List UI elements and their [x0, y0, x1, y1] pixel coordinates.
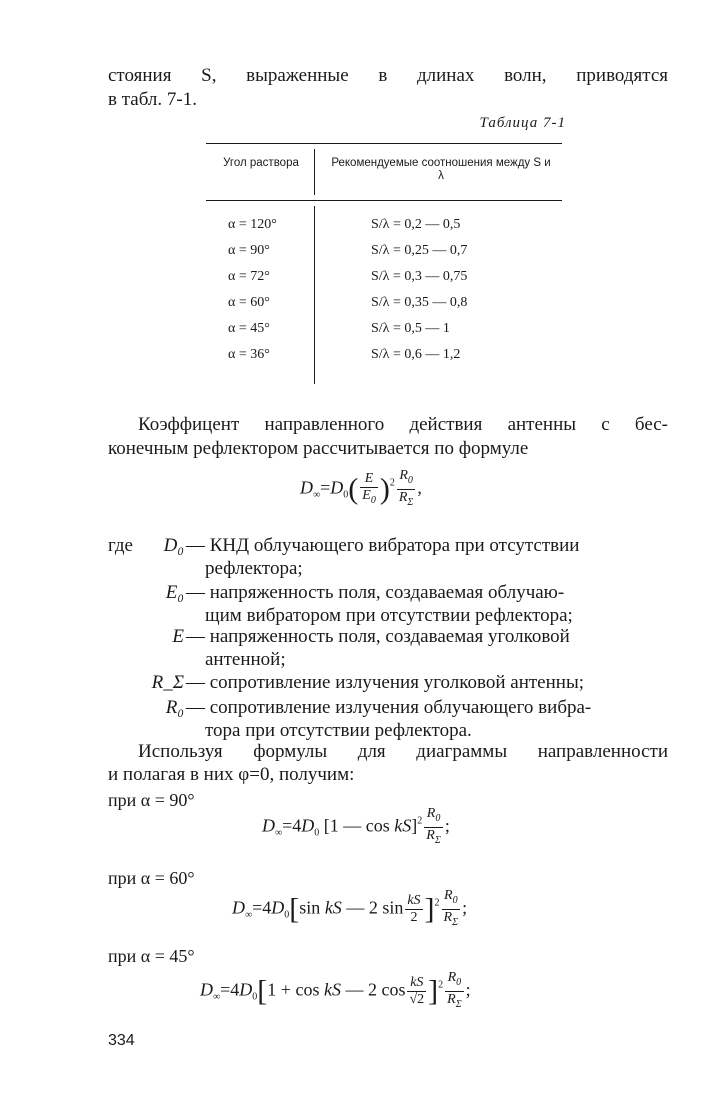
table-header-angle: Угол раствора [223, 157, 299, 169]
paragraph-1-line-2: конечным рефлектором рассчитывается по формуле [108, 438, 529, 459]
table-header-divider [314, 149, 315, 195]
table-cell-angle: α = 36° [228, 347, 270, 362]
definition-text: рефлектора; [205, 558, 303, 579]
definition-text: — напряженность поля, создаваемая уголковой [186, 626, 570, 647]
case-60-label: при α = 60° [108, 868, 195, 888]
paragraph-2-line-2: и полагая в них φ=0, получим: [108, 764, 355, 785]
definition-symbol: D₀ [163, 535, 184, 556]
definition-text: — сопротивление излучения уголковой антенны; [186, 672, 584, 693]
table-cell-angle: α = 90° [228, 243, 270, 258]
formula-case-60: $D_\infty=4D_0[\sin$ kS — 2 sin $\frac{kS}{2}$ ]$^2$ $\frac{R_0}{R_\Sigma}$ ; [232, 888, 468, 928]
intro-text-line-1: стояния S, выраженные в длинах волн, приводятся [108, 65, 668, 86]
definition-symbol: E [172, 626, 184, 647]
ratio-table [206, 143, 562, 388]
table-cell-angle: α = 120° [228, 217, 277, 232]
definition-text: — КНД облучающего вибратора при отсутствии [186, 535, 580, 556]
table-cell-ratio: S/λ = 0,3 — 0,75 [371, 269, 468, 284]
table-cell-angle: α = 72° [228, 269, 270, 284]
table-cell-angle: α = 45° [228, 321, 270, 336]
definition-symbol: R₀ [165, 697, 184, 718]
table-cell-ratio: S/λ = 0,25 — 0,7 [371, 243, 468, 258]
case-90-label: при α = 90° [108, 790, 195, 810]
definition-text: антенной; [205, 649, 286, 670]
table-cell-ratio: S/λ = 0,2 — 0,5 [371, 217, 461, 232]
page-number: 334 [108, 1032, 135, 1049]
table-cell-ratio: S/λ = 0,35 — 0,8 [371, 295, 468, 310]
formula-case-90: $D_\infty=4D_0$ [1 — cos kS]$^2$ $\frac{R_0}{R_\Sigma}$ ; [262, 806, 450, 846]
definition-text: — сопротивление излучения облучающего вибра- [186, 697, 592, 718]
definition-symbol: R_Σ [151, 672, 184, 693]
table-header-rule [206, 200, 562, 201]
formula-case-45: $D_\infty=4D_0[1 + \cos$ kS — 2 cos $\frac{kS}{√2}$ ]$^2$ $\frac{R_0}{R_\Sigma}$ ; [200, 970, 471, 1010]
table-cell-ratio: S/λ = 0,5 — 1 [371, 321, 450, 336]
table-cell-ratio: S/λ = 0,6 — 1,2 [371, 347, 461, 362]
table-caption: Таблица 7-1 [479, 115, 566, 131]
table-top-rule [206, 143, 562, 144]
definition-symbol: E₀ [165, 582, 184, 603]
case-45-label: при α = 45° [108, 946, 195, 966]
table-body-divider [314, 206, 315, 384]
definition-text: тора при отсутствии рефлектора. [205, 720, 472, 741]
definition-text: — напряженность поля, создаваемая облучаю- [186, 582, 565, 603]
formula-d-infinity: $D_\infty=D_0$( $\frac{E}{E_0}$ )$^2$ $\frac{R_0}{R_\Sigma}$ , [300, 468, 422, 508]
table-cell-angle: α = 60° [228, 295, 270, 310]
table-header-ratio: Рекомендуемые соотношения между S и λ [331, 157, 551, 182]
where-word: где [108, 535, 133, 556]
intro-text-line-2: в табл. 7-1. [108, 89, 197, 110]
paragraph-2-line-1: Используя формулы для диаграммы направленности [138, 741, 668, 762]
paragraph-1-line-1: Коэффицент направленного действия антенны с бес- [138, 414, 668, 435]
definition-text: щим вибратором при отсутствии рефлектора; [205, 605, 573, 626]
